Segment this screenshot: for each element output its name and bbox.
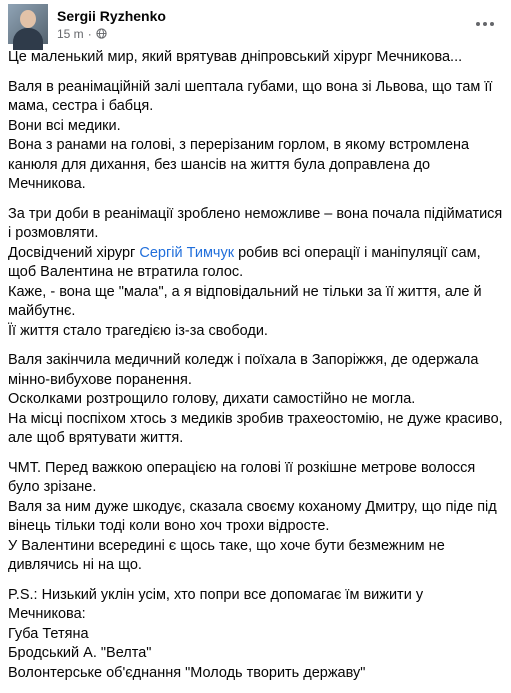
post-meta <box>57 7 166 42</box>
avatar[interactable] <box>8 4 48 44</box>
text-line: Губа Тетяна <box>8 625 89 642</box>
post-content <box>8 48 503 693</box>
text-line: Це маленький мир, який врятував дніпровський хірург Мечникова... <box>8 49 463 65</box>
text-line: Валя за ним дуже шкодує, сказала своєму коханому Дмитру, що піде під вінець тільки тоді коли воно хоч трохи відросте. <box>8 498 497 534</box>
surgeon-text-after: робив всі операції і маніпуляції сам, щоб Валентина не втратила голос. <box>8 244 481 280</box>
more-options-icon[interactable] <box>473 12 497 36</box>
text-line: Її життя стало трагедією із-за свободи. <box>8 322 268 339</box>
globe-icon[interactable] <box>96 28 107 39</box>
text-line: Валя закінчила медичний коледж і поїхала в Запоріжжя, де одержала мінно-вибухове поранення. <box>8 352 479 388</box>
text-line: У Валентини всередині є щось таке, що хоче бути безмежним не дивлячись ні на що. <box>8 537 445 573</box>
paragraph-college <box>8 351 503 449</box>
separator-dot: · <box>87 26 92 41</box>
author-name[interactable]: Sergii Ryzhenko <box>57 7 166 24</box>
paragraph-reanimation <box>8 205 503 342</box>
paragraph-hair <box>8 459 503 576</box>
text-line: Осколками розтрощило голову, дихати самостійно не могла. <box>8 391 416 407</box>
text-line: Бродський А. "Велта" <box>8 645 152 661</box>
paragraph-ps <box>8 586 503 684</box>
text-line: Волонтерське об'єднання "Молодь творить державу" <box>8 664 366 681</box>
text-line: Каже, - вона ще "мала", а я відповідальний не тільки за її життя, але й майбутнє. <box>8 283 482 319</box>
text-line: На місці поспіхом хтось з медиків зробив трахеостомію, не дуже красиво, але щоб врятувати життя. <box>8 410 503 446</box>
surgeon-text-before: Досвідчений хірург <box>8 244 140 261</box>
text-line: Валя в реанімаційній залі шептала губами, що вона зі Львова, що там її мама, сестра і бабця. <box>8 78 493 114</box>
text-line: Вони всі медики. <box>8 117 121 134</box>
text-line: P.S.: Низький уклін усім, хто попри все допомагає їм вижити у Мечникова: <box>8 586 424 622</box>
paragraph-valya <box>8 78 503 195</box>
text-line: ЧМТ. Перед важкою операцією на голові її розкішне метрове волосся було зрізане. <box>8 459 476 495</box>
text-line: Вона з ранами на голові, з перерізаним горлом, в якому встромлена канюля для дихання, без шансів на життя була доправлена до Мечникова. <box>8 137 470 192</box>
post-subline <box>57 26 166 42</box>
text-line: За три доби в реанімації зроблено неможливе – вона почала підійматися і розмовляти. <box>8 205 503 241</box>
post-time[interactable]: 15 m <box>57 26 84 41</box>
surgeon-link[interactable]: Сергій Тимчук <box>139 244 235 261</box>
post-header <box>8 4 503 44</box>
text-line <box>8 244 503 283</box>
paragraph-intro <box>8 48 503 68</box>
